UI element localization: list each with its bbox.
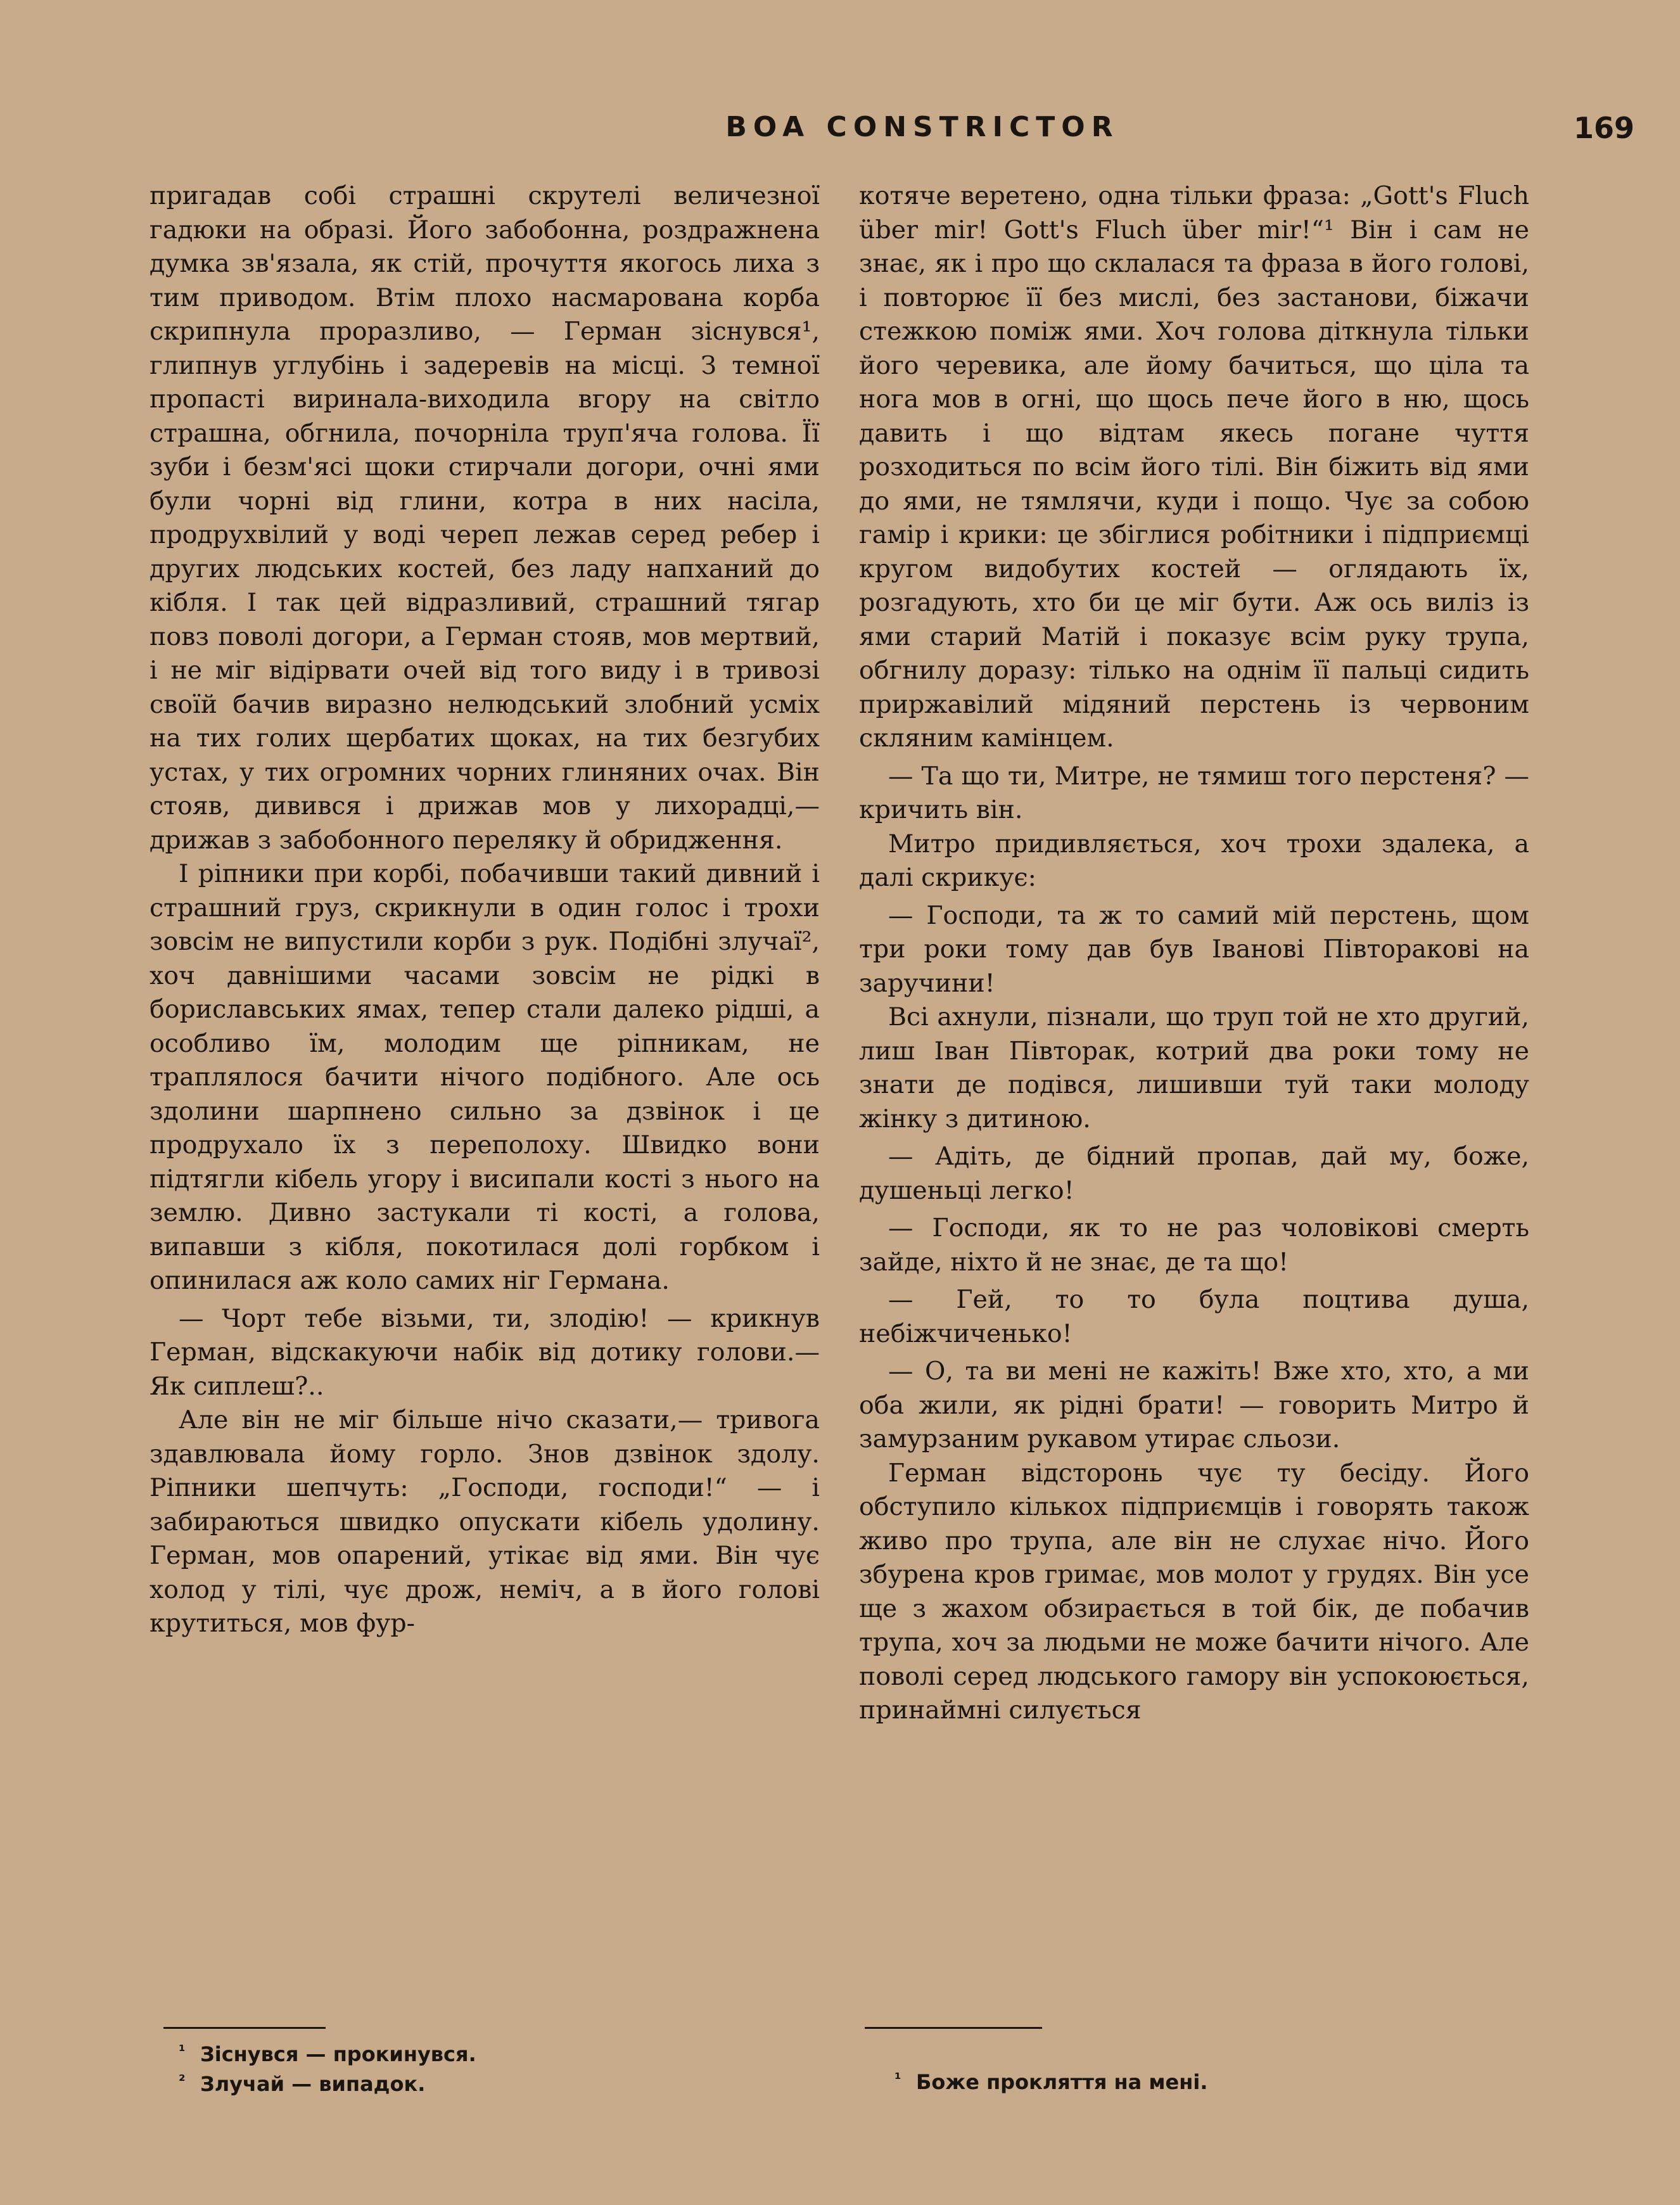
dialogue-line: — Господи, та ж то самий мій перстень, щом три роки тому дав був Іванові Півтораковi на заручини! xyxy=(859,900,1529,998)
footnotes-left xyxy=(179,2038,476,2097)
footnote-divider xyxy=(865,2027,1042,2029)
footnote-text: Боже прокляття на мені. xyxy=(916,2070,1208,2094)
running-title: BOA CONSTRICTOR xyxy=(725,111,1119,143)
paragraph: Герман відсторонь чує ту бесіду. Його обступило кількох підприємців і говорять також живо про трупа, але він не слухає нічо. Його збурена кров гримає, мов молот у грудях. Він усе ще з жахом обзирається в той бік, де побачив трупа, хоч за людьми не може бачити нічого. Але поволі серед людського гамору він успокоюється, принаймні силується xyxy=(859,1458,1529,1725)
page-header xyxy=(150,111,1634,155)
paragraph: пригадав собі страшні скрутелі величезної гадюки на образі. Його забобонна, роздражнена думка зв'язала, як стій, прочуття якогось лиха з тим приводом. Втім плохо насмарована корба скрипнула проразливо, — Герман зіснувся¹, глипнув углубінь і задеревів на місці. З темної пропасті виринала-виходила вгору на світло страшна, обгнила, почорніла труп'яча голова. Її зуби і безм'ясі щоки стирчали догори, очні ями були чорні від глини, котра в них насіла, продрухвілий у воді череп лежав серед ребер і других людських костей, без ладу напханий до кібля. І так цей відразливий, страшний тягар повз поволі догори, а Герман стояв, мов мертвий, і не міг відірвати очей від того виду і в тривозі своїй бачив виразно нелюдський злобний усміх на тих голих щербатих щоках, на тих безгубих устах, у тих огромних чорних глиняних очах. Він стояв, дивився і дрижав мов у лихорадці,— дрижав з забобонного переляку й обридження. xyxy=(150,181,820,855)
footnote-mark: ¹ xyxy=(894,2070,901,2088)
paragraph: котяче веретено, одна тільки фраза: „Gott's Fluch über mir! Gott's Fluch über mir!“¹ Він і сам не знає, як і про що склалася та фраза в його голові, і повторює її без мислі, без застанови, біжачи стежкою поміж ями. Хоч голова діткнула тільки його черевика, але йому бачиться, що ціла та нога мов в огні, що щось пече його в ню, щось давить і що відтам якесь погане чуття розходиться по всім його тілі. Він біжить від ями до ями, не тямлячи, куди і пощо. Чує за собою гамір і крики: це збіглися робітники і підприємці кругом видобутих костей — оглядають їх, розгадують, хто би це міг бути. Аж ось виліз із ями старий Матій і показує всім руку трупа, обгнилу доразу: тілько на однім її пальці сидить приржавілий мідяний перстень із червоним скляним камінцем. xyxy=(859,181,1529,753)
right-column xyxy=(859,179,1529,1728)
footnotes-right xyxy=(894,2066,1207,2095)
dialogue-line: — О, та ви мені не кажіть! Вже хто, хто, а ми оба жили, як рідні брати! — говорить Митро й замурзаним рукавом утирає сльози. xyxy=(859,1357,1529,1454)
paragraph: Всі ахнули, пізнали, що труп той не хто другий, лиш Іван Півторак, котрий два роки тому не знати де подівся, лишивши туй таки молоду жінку з дитиною. xyxy=(859,1002,1529,1134)
paragraph: Але він не міг більше нічо сказати,— тривога здавлювала йому горло. Знов дзвінок здолу. Ріпники шепчуть: „Господи, господи!“ — і забираються швидко опускати кібель удолину. Герман, мов опарений, утікає від ями. Він чує холод у тілі, чує дрож, неміч, а в його голові крутиться, мов фур- xyxy=(150,1405,820,1638)
left-column xyxy=(150,179,820,1641)
footnote xyxy=(894,2066,1207,2095)
footnote-text: Злучай — випадок. xyxy=(200,2072,426,2096)
dialogue-line: — Гей, то то була поцтива душа, небіжчиченько! xyxy=(859,1285,1529,1348)
dialogue-line: — Адіть, де бідний пропав, дай му, боже, душеньці легко! xyxy=(859,1142,1529,1205)
footnote-text: Зіснувся — прокинувся. xyxy=(200,2042,476,2066)
footnote xyxy=(179,2038,476,2068)
footnote-mark: ¹ xyxy=(179,2042,186,2060)
dialogue-line: — Господи, як то не раз чоловікові смерть зайде, ніхто й не знає, де та що! xyxy=(859,1213,1529,1277)
page-number: 169 xyxy=(1573,111,1634,145)
footnote-mark: ² xyxy=(179,2072,186,2090)
footnote-divider xyxy=(163,2027,326,2029)
paragraph: І ріпники при корбі, побачивши такий дивний і страшний груз, скрикнули в один голос і трохи зовсім не випустили корби з рук. Подібні злучаї², хоч давнішими часами зовсім не рідкі в бориславських ямах, тепер стали далеко рідші, а особливо їм, молодим ще ріпникам, не траплялося бачити нічого подібного. Але ось здолини шарпнено сильно за дзвінок і це продрухало їх з переполоху. Швидко вони підтягли кібель угору і висипали кості з нього на землю. Дивно застукали ті кості, а голова, випавши з кібля, покотилася долі горбком і опинилася аж коло самих ніг Германа. xyxy=(150,859,820,1295)
footnote xyxy=(179,2068,476,2097)
dialogue-line: — Чорт тебе візьми, ти, злодію! — крикнув Герман, відскакуючи набік від дотику голови.— Як сиплеш?.. xyxy=(150,1303,820,1401)
dialogue-line: — Та що ти, Митре, не тямиш того перстеня? — кричить він. xyxy=(859,761,1529,824)
paragraph: Митро придивляється, хоч трохи здалека, а далі скрикує: xyxy=(859,829,1529,892)
